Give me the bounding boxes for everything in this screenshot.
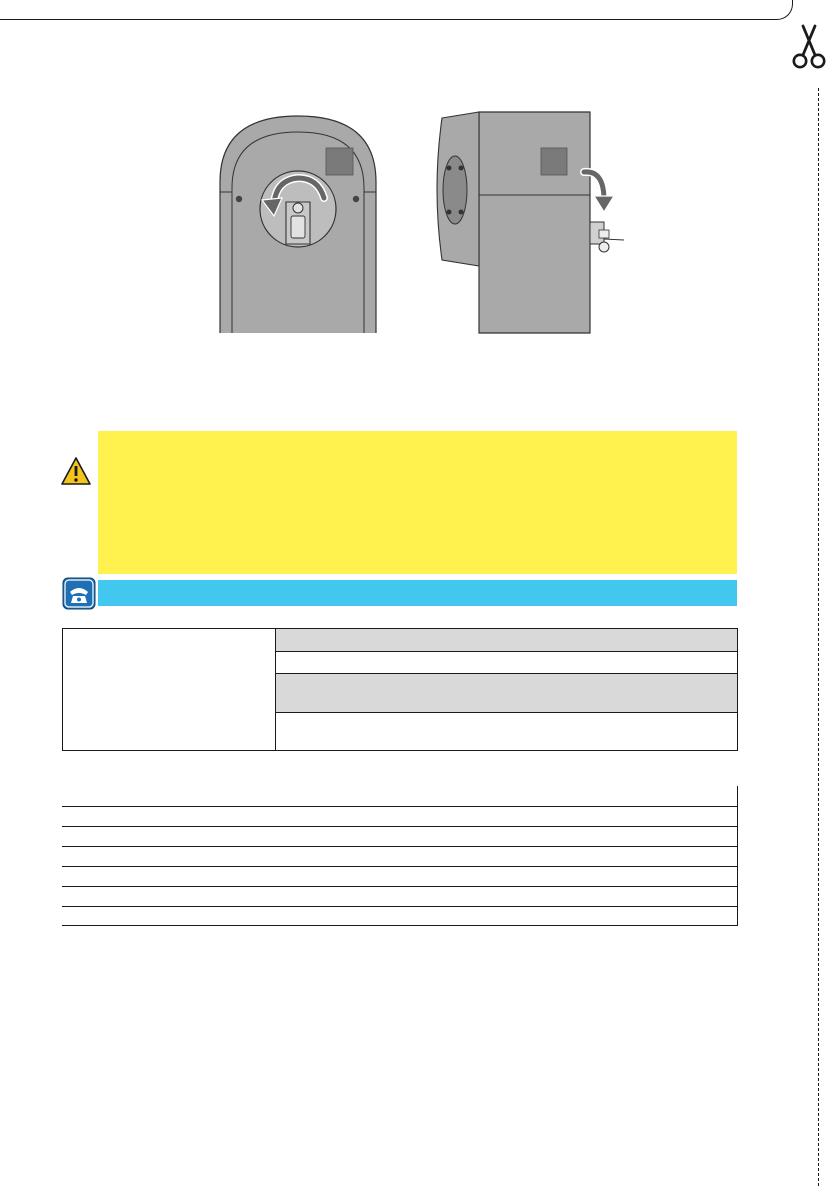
ruled-line bbox=[62, 886, 738, 887]
table-row bbox=[276, 674, 737, 713]
installer-stamp-cell bbox=[63, 629, 276, 750]
barrier-release-illustration bbox=[212, 104, 642, 336]
ruled-line bbox=[62, 826, 738, 827]
top-border-rule bbox=[0, 0, 793, 20]
front-view bbox=[220, 116, 376, 333]
ruled-line bbox=[62, 906, 738, 907]
ruled-line bbox=[62, 806, 738, 807]
table-row bbox=[276, 629, 737, 652]
notes-ruled-lines bbox=[62, 786, 738, 926]
installer-contact-table bbox=[62, 628, 738, 751]
ruled-line bbox=[62, 866, 738, 867]
cut-line bbox=[818, 88, 819, 1186]
table-row bbox=[276, 713, 737, 750]
warning-triangle-icon bbox=[60, 456, 92, 486]
ruled-line bbox=[62, 925, 738, 926]
warning-box bbox=[98, 431, 737, 574]
assistance-header-bar bbox=[98, 580, 737, 606]
telephone-icon bbox=[62, 577, 96, 610]
scissors-icon bbox=[788, 24, 830, 70]
ruled-line bbox=[62, 846, 738, 847]
table-row bbox=[276, 652, 737, 674]
side-view bbox=[437, 112, 624, 333]
